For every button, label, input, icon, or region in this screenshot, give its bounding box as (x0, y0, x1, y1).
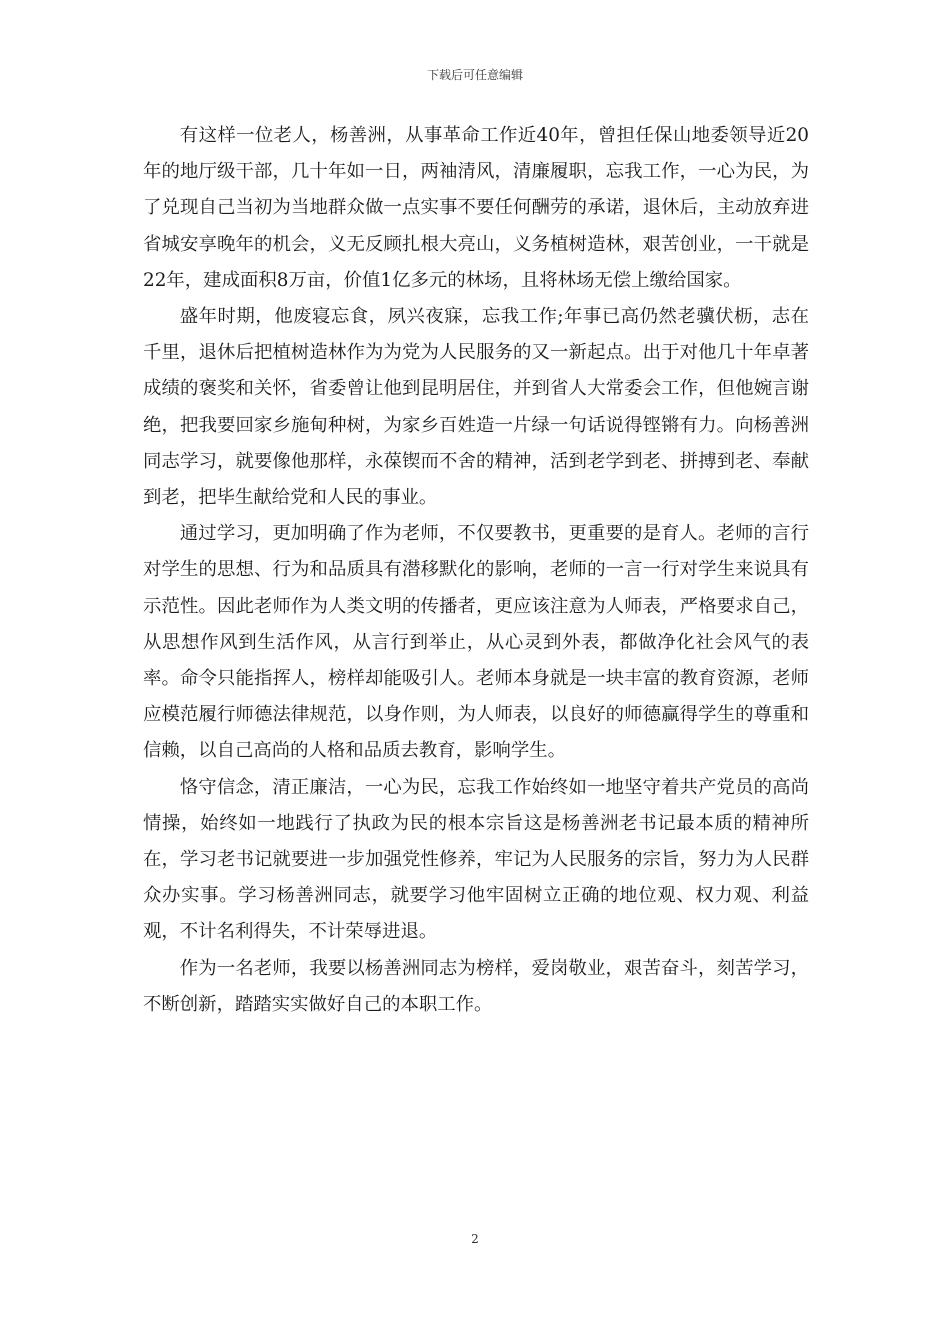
paragraph: 恪守信念，清正廉洁，一心为民，忘我工作始终如一地坚守着共产党员的高尚情操，始终如一地践行了执政为民的根本宗旨这是杨善洲老书记最本质的精神所在，学习老书记就要进一步加强党性修养，牢记为人民服务的宗旨，努力为人民群众办实事。学习杨善洲同志，就要学习他牢固树立正确的地位观、权力观、利益观，不计名利得失，不计荣辱进退。 (143, 776, 809, 943)
paragraph: 盛年时期，他废寝忘食，夙兴夜寐，忘我工作;年事已高仍然老骥伏枥，志在千里，退休后把植树造林作为为党为人民服务的又一新起点。出于对他几十年卓著成绩的褒奖和关怀，省委曾让他到昆明居住，并到省人大常委会工作，但他婉言谢绝，把我要回家乡施甸种树，为家乡百姓造一片绿一句话说得铿锵有力。向杨善洲同志学习，就要像他那样，永葆锲而不舍的精神，活到老学到老、拼搏到老、奉献到老，把毕生献给党和人民的事业。 (143, 306, 809, 509)
page-number: 2 (471, 1232, 479, 1246)
paragraph: 通过学习，更加明确了作为老师，不仅要教书，更重要的是育人。老师的言行对学生的思想、行为和品质具有潜移默化的影响，老师的一言一行对学生来说具有示范性。因此老师作为人类文明的传播者，更应该注意为人师表，严格要求自己，从思想作风到生活作风，从言行到举止，从心灵到外表，都做净化社会风气的表率。命令只能指挥人，榜样却能吸引人。老师本身就是一块丰富的教育资源，老师应模范履行师德法律规范，以身作则，为人师表，以良好的师德赢得学生的尊重和信赖，以自己高尚的人格和品质去教育，影响学生。 (143, 523, 809, 762)
paragraph: 有这样一位老人，杨善洲，从事革命工作近40年，曾担任保山地委领导近20年的地厅级干部，几十年如一日，两袖清风，清廉履职，忘我工作，一心为民，为了兑现自己当初为当地群众做一点实事不要任何酬劳的承诺，退休后，主动放弃进省城安享晚年的机会，义无反顾扎根大亮山，义务植树造林，艰苦创业，一干就是22年，建成面积8万亩，价值1亿多元的林场，且将林场无偿上缴给国家。 (143, 125, 809, 291)
paragraph: 作为一名老师，我要以杨善洲同志为榜样，爱岗敬业，艰苦奋斗，刻苦学习，不断创新，踏踏实实做好自己的本职工作。 (143, 957, 809, 1015)
page-header: 下载后可任意编辑 (426, 68, 523, 82)
document-body (143, 118, 809, 1023)
